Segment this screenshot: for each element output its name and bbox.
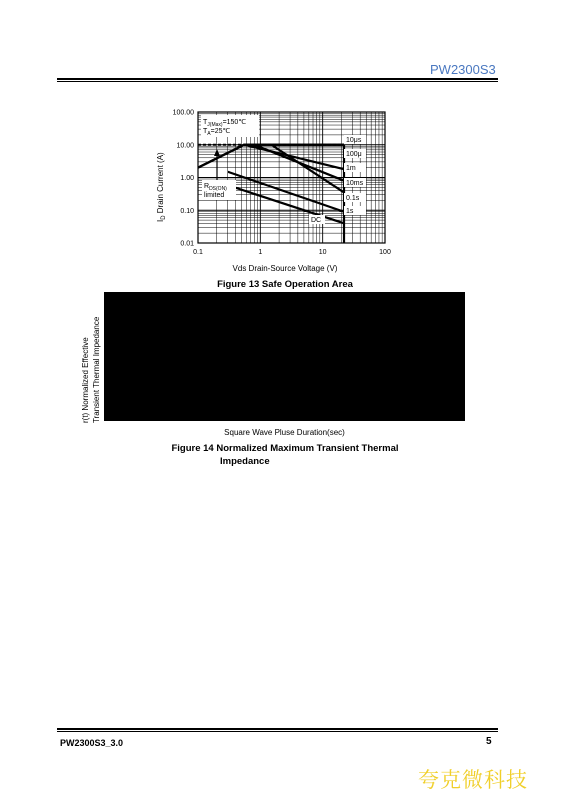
fig14-x-axis-label: Square Wave Pluse Duration(sec) [224,428,345,437]
figure-13-caption: Figure 13 Safe Operation Area [217,279,353,290]
dc-annotation [309,215,325,224]
footer-rule [57,728,498,730]
annotation-dc: DC [311,217,322,224]
annotation-ta: $T_A=25℃$ [203,128,231,137]
y-tick-label: 1.00 [180,175,194,182]
y-tick-label: 10.00 [176,142,194,150]
figure-14-caption: Figure 14 Normalized Maximum Transient Thermal [171,443,399,454]
annotation-tj: $T_{J(Max)}=150℃$ [203,119,247,128]
y-tick-label: 0.01 [180,240,194,248]
watermark: 夸克微科技 [418,768,528,792]
tj-annotation [201,115,259,137]
footer-rule-thin [57,731,498,732]
legend-label-2: 1m [346,165,356,172]
thermal-impedance-chart [104,292,465,421]
legend-label-0: 10μs [346,137,362,144]
x-tick-label: 10 [318,249,327,256]
x-axis-label: Vds Drain-Source Voltage (V) [232,264,338,273]
x-tick-label: 1 [258,249,263,256]
soa-chart [0,0,561,300]
document-title: PW2300S3 [430,62,496,77]
x-tick-labels [193,249,391,256]
annotation-limited: limited [204,192,225,199]
fig14-y-axis-label: r(t) Normalized Effective Transient Thermal Impedance [81,316,101,423]
x-tick-label: 100 [379,249,391,256]
y-tick-labels [173,110,195,248]
y-tick-label: 0.10 [180,207,194,215]
figure-14-caption-line2: Impedance [220,456,270,467]
y-axis-label: $I_D$ Drain Current (A) [156,152,167,222]
legend-label-4: 0.1s [346,195,360,202]
footer-doc-id: PW2300S3_3.0 [60,738,124,748]
legend-label-1: 100μ [346,151,362,158]
y-tick-label: 100.00 [172,109,194,117]
annotation-rds: $R_{DS(ON)}$ [204,183,227,192]
legend-label-5: 1s [346,208,354,215]
x-tick-label: 0.1 [193,249,203,256]
legend-label-3: 10ms [346,180,364,187]
page-number: 5 [486,736,492,747]
